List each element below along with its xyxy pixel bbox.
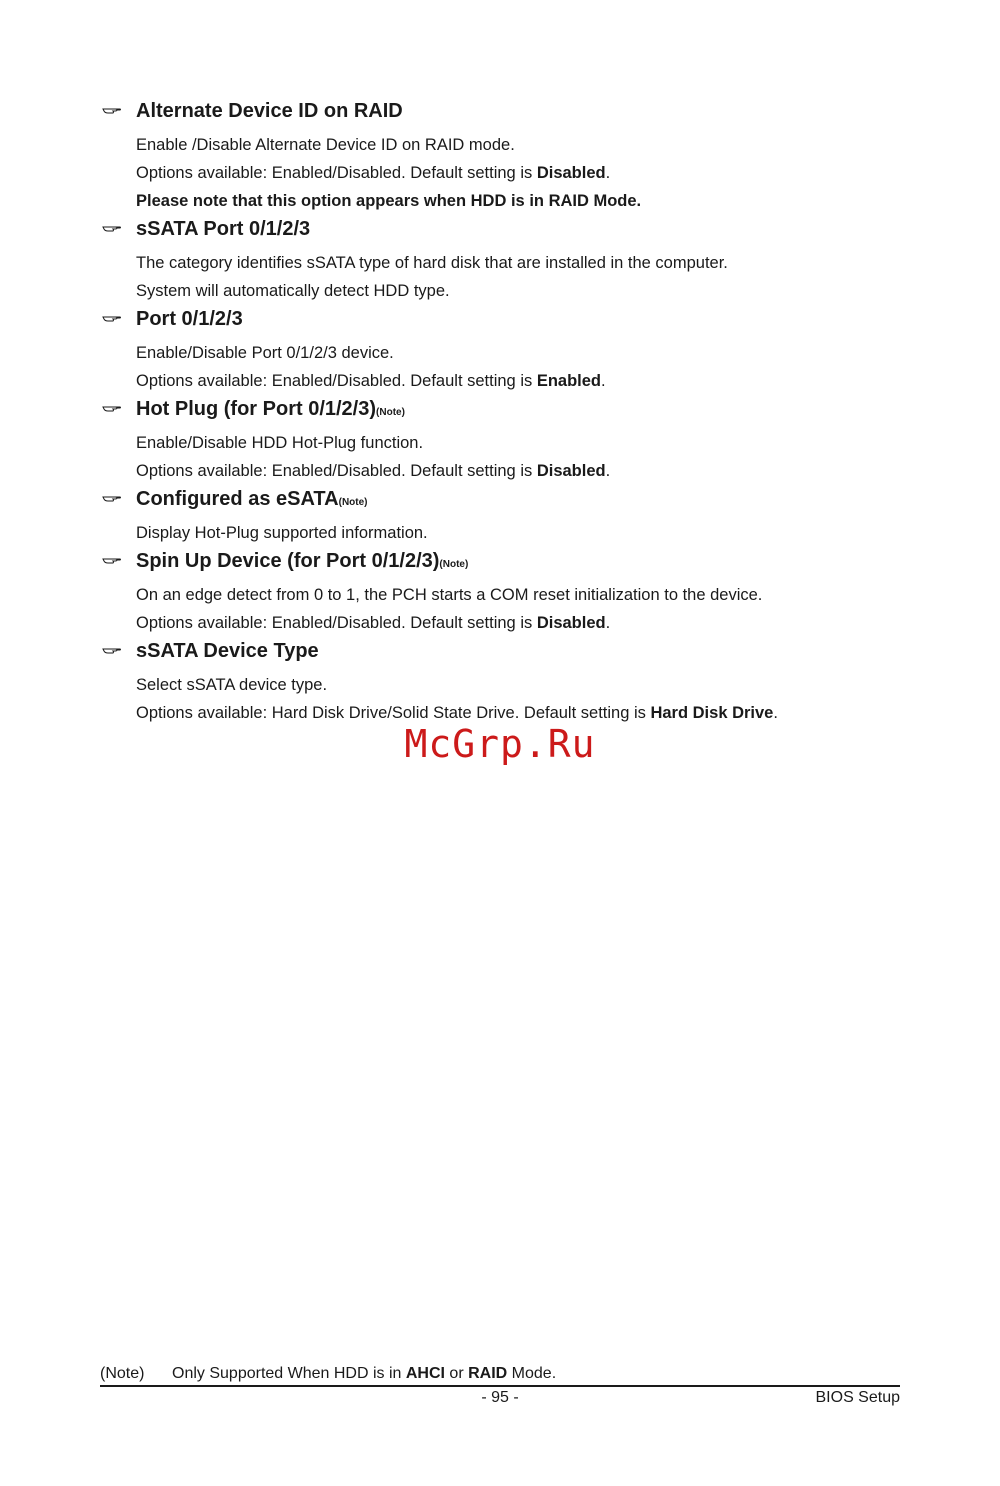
line-text: On an edge detect from 0 to 1, the PCH starts a COM reset initialization to the device. [136, 586, 763, 604]
page-number: - 95 - [481, 1389, 519, 1406]
section-heading [100, 215, 900, 245]
section-line [136, 277, 900, 305]
line-text: Display Hot-Plug supported information. [136, 524, 428, 542]
default-value: Disabled [536, 462, 606, 480]
footnote-text-c: Mode. [507, 1365, 557, 1382]
footnote [100, 1363, 900, 1385]
line-text: Options available: Enabled/Disabled. Default setting is [136, 462, 537, 480]
section [100, 395, 900, 485]
section-line [136, 671, 900, 699]
section [100, 97, 900, 215]
pointing-hand-icon [102, 644, 122, 656]
section [100, 215, 900, 305]
line-suffix: . [605, 164, 611, 182]
line-suffix: . [605, 462, 611, 480]
section-line [136, 249, 900, 277]
section-heading [100, 97, 900, 127]
line-text: Please note that this option appears when HDD is in RAID Mode. [136, 192, 642, 210]
default-value: Enabled [536, 372, 602, 390]
pointing-hand-icon [102, 492, 122, 504]
section-heading [100, 547, 900, 577]
line-text: Enable/Disable Port 0/1/2/3 device. [136, 344, 394, 362]
page-footer [100, 1387, 900, 1409]
default-value: Disabled [536, 164, 606, 182]
section [100, 485, 900, 547]
footnote-text-a: Only Supported When HDD is in [172, 1365, 406, 1382]
line-text: Enable /Disable Alternate Device ID on RAID mode. [136, 136, 515, 154]
line-suffix: . [605, 614, 611, 632]
line-suffix: . [773, 704, 778, 722]
section-line [136, 187, 900, 215]
section [100, 637, 900, 727]
footer-title: BIOS Setup [815, 1389, 900, 1406]
watermark: McGrp.Ru [404, 722, 596, 766]
section-line [136, 609, 900, 637]
section-line [136, 457, 900, 485]
pointing-hand-icon [102, 104, 122, 116]
pointing-hand-icon [102, 222, 122, 234]
section-line [136, 131, 900, 159]
footnote-bold-raid: RAID [468, 1365, 508, 1382]
line-text: Options available: Enabled/Disabled. Default setting is [136, 614, 537, 632]
line-text: The category identifies sSATA type of hard disk that are installed in the computer. [136, 254, 728, 272]
section-line [136, 339, 900, 367]
note-superscript: (Note) [439, 559, 469, 570]
section-line [136, 159, 900, 187]
line-text: Select sSATA device type. [136, 676, 328, 694]
section-heading [100, 305, 900, 335]
section-heading-text: Port 0/1/2/3 [136, 308, 243, 330]
default-value: Disabled [536, 614, 606, 632]
section [100, 547, 900, 637]
section-heading-text: Spin Up Device (for Port 0/1/2/3) [136, 550, 440, 572]
line-text: Options available: Enabled/Disabled. Default setting is [136, 372, 537, 390]
note-superscript: (Note) [338, 497, 368, 508]
section-line [136, 519, 900, 547]
footnote-text-b: or [444, 1365, 469, 1382]
section-heading-text: sSATA Port 0/1/2/3 [136, 218, 311, 240]
line-text: Enable/Disable HDD Hot-Plug function. [136, 434, 424, 452]
section-heading-text: Hot Plug (for Port 0/1/2/3) [136, 398, 377, 420]
pointing-hand-icon [102, 312, 122, 324]
section-heading-text: Configured as eSATA [136, 488, 339, 510]
footnote-bold-ahci: AHCI [405, 1365, 445, 1382]
line-text: Options available: Hard Disk Drive/Solid State Drive. Default setting is [136, 704, 651, 722]
pointing-hand-icon [102, 402, 122, 414]
line-text: System will automatically detect HDD type. [136, 282, 450, 300]
section-line [136, 429, 900, 457]
section [100, 305, 900, 395]
section-line [136, 367, 900, 395]
note-superscript: (Note) [376, 407, 405, 418]
section-heading-text: sSATA Device Type [136, 640, 319, 662]
section-heading-text: Alternate Device ID on RAID [136, 100, 403, 122]
default-value: Hard Disk Drive [650, 704, 774, 722]
line-text: Options available: Enabled/Disabled. Default setting is [136, 164, 537, 182]
document-body [100, 97, 900, 727]
pointing-hand-icon [102, 554, 122, 566]
footnote-tag: (Note) [100, 1365, 145, 1382]
section-heading [100, 637, 900, 667]
line-suffix: . [601, 372, 606, 390]
section-line [136, 581, 900, 609]
section-heading [100, 485, 900, 515]
section-heading [100, 395, 900, 425]
